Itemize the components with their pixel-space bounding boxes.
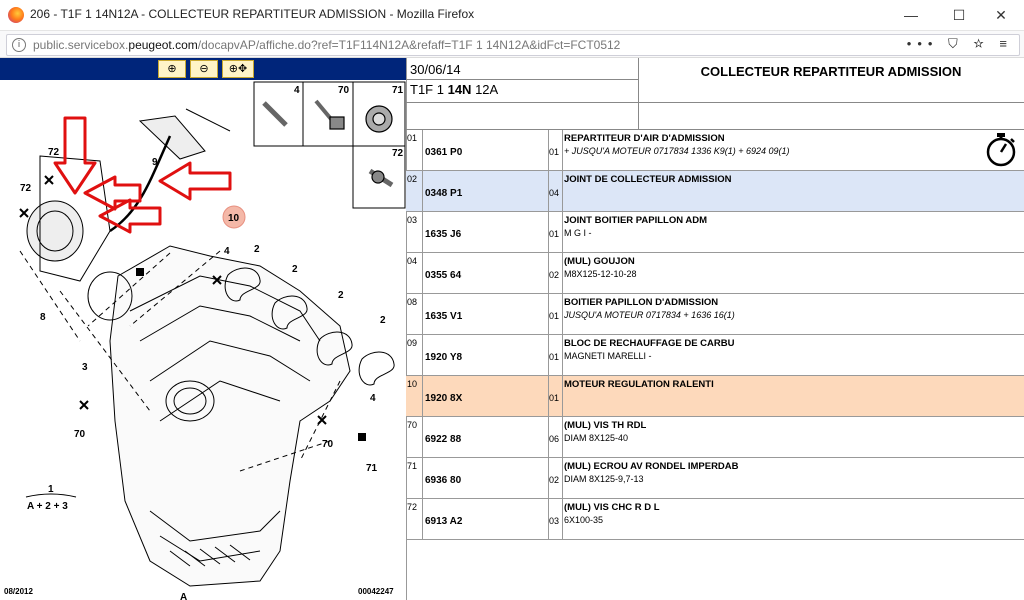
table-row[interactable] bbox=[406, 417, 1024, 458]
callout-70a: 70 bbox=[74, 429, 86, 440]
part-detail: DIAM 8X125-40 bbox=[564, 433, 629, 443]
quantity: 02 bbox=[549, 475, 560, 485]
item-number: 02 bbox=[407, 174, 418, 184]
quantity: 01 bbox=[549, 393, 560, 403]
part-reference[interactable]: 1635 J6 bbox=[425, 229, 462, 240]
part-reference[interactable]: 1920 Y8 bbox=[425, 352, 463, 363]
part-detail: JUSQU'A MOTEUR 0717834 + 1636 16(1) bbox=[564, 310, 735, 320]
quantity: 01 bbox=[549, 352, 560, 362]
url-bar bbox=[0, 31, 1024, 58]
header-spacer bbox=[406, 102, 1024, 130]
table-row[interactable] bbox=[406, 171, 1024, 212]
item-number: 71 bbox=[407, 461, 418, 471]
part-designation: JOINT BOITIER PAPILLON ADM bbox=[564, 215, 708, 226]
part-reference[interactable]: 6922 88 bbox=[425, 434, 462, 445]
part-reference[interactable]: 1920 8X bbox=[425, 393, 463, 404]
thumb-label-4: 4 bbox=[294, 85, 300, 96]
table-row[interactable] bbox=[406, 212, 1024, 253]
part-reference[interactable]: 0348 P1 bbox=[425, 188, 463, 199]
parts-header bbox=[406, 58, 1024, 103]
zoom-toolbar bbox=[0, 58, 406, 80]
part-reference[interactable]: 6913 A2 bbox=[425, 516, 463, 527]
item-number: 72 bbox=[407, 502, 418, 512]
part-reference[interactable]: 0355 64 bbox=[425, 270, 462, 281]
info-icon[interactable]: i bbox=[12, 38, 26, 52]
table-row[interactable] bbox=[406, 499, 1024, 540]
callout-71: 71 bbox=[366, 463, 378, 474]
part-detail: 6X100-35 bbox=[564, 515, 604, 525]
close-button[interactable]: ✕ bbox=[995, 7, 1007, 23]
part-designation: (MUL) ECROU AV RONDEL IMPERDAB bbox=[564, 461, 739, 472]
part-designation: (MUL) GOUJON bbox=[564, 256, 635, 267]
item-number: 01 bbox=[407, 133, 418, 143]
callout-70b: 70 bbox=[322, 439, 334, 450]
red-arrow-3 bbox=[85, 177, 140, 209]
table-row[interactable] bbox=[406, 458, 1024, 499]
exploded-parts-diagram bbox=[0, 81, 406, 600]
item-number: 10 bbox=[407, 379, 418, 389]
callout-10: 10 bbox=[228, 213, 240, 224]
quantity: 01 bbox=[549, 147, 560, 157]
parts-list-pane bbox=[406, 58, 1024, 600]
part-detail: MAGNETI MARELLI - bbox=[564, 351, 652, 361]
part-designation: REPARTITEUR D'AIR D'ADMISSION bbox=[564, 133, 725, 144]
item-number: 70 bbox=[407, 420, 418, 430]
part-designation: BOITIER PAPILLON D'ADMISSION bbox=[564, 297, 719, 308]
callout-72b: 72 bbox=[20, 183, 32, 194]
maximize-button[interactable]: ☐ bbox=[952, 7, 966, 23]
zoom-out-button[interactable]: ⊖ bbox=[190, 60, 218, 78]
quantity: 02 bbox=[549, 270, 560, 280]
formula-top: 1 bbox=[48, 484, 54, 495]
stopwatch-icon[interactable] bbox=[984, 132, 1018, 168]
quantity: 01 bbox=[549, 229, 560, 239]
callout-72a: 72 bbox=[48, 147, 60, 158]
table-row[interactable] bbox=[406, 130, 1024, 171]
callout-4a: 4 bbox=[224, 246, 230, 257]
callout-2b: 2 bbox=[292, 264, 298, 275]
address-field[interactable] bbox=[6, 34, 1020, 56]
table-row[interactable] bbox=[406, 294, 1024, 335]
part-detail: + JUSQU'A MOTEUR 0717834 1336 K9(1) + 6924 09(1) bbox=[564, 146, 790, 156]
diagram-pane bbox=[0, 58, 407, 600]
part-designation: BLOC DE RECHAUFFAGE DE CARBU bbox=[564, 338, 735, 349]
part-detail: DIAM 8X125-9,7-13 bbox=[564, 474, 644, 484]
thumb-label-71: 71 bbox=[392, 85, 404, 96]
window-title: 206 - T1F 1 14N12A - COLLECTEUR REPARTITEUR ADMISSION - Mozilla Firefox bbox=[30, 7, 475, 21]
page-title: COLLECTEUR REPARTITEUR ADMISSION bbox=[700, 64, 962, 79]
part-designation: (MUL) VIS CHC R D L bbox=[564, 502, 660, 513]
red-arrow-2 bbox=[160, 163, 230, 199]
callout-4b: 4 bbox=[370, 393, 376, 404]
thumb-label-72: 72 bbox=[392, 148, 404, 159]
thumb-label-70: 70 bbox=[338, 85, 350, 96]
zoom-pan-button[interactable]: ⊕✥ bbox=[222, 60, 254, 78]
minimize-button[interactable]: — bbox=[904, 7, 918, 23]
diagram-code: 00042247 bbox=[358, 587, 394, 596]
part-reference[interactable]: 0361 P0 bbox=[425, 147, 463, 158]
part-detail: M8X125-12-10-28 bbox=[564, 269, 637, 279]
part-reference[interactable]: 1635 V1 bbox=[425, 311, 463, 322]
callout-9: 9 bbox=[152, 157, 158, 168]
part-designation: (MUL) VIS TH RDL bbox=[564, 420, 647, 431]
callout-A: A bbox=[180, 592, 188, 600]
zoom-in-button[interactable]: ⊕ bbox=[158, 60, 186, 78]
callout-2a: 2 bbox=[254, 244, 260, 255]
item-number: 08 bbox=[407, 297, 418, 307]
quantity: 03 bbox=[549, 516, 560, 526]
callout-2c: 2 bbox=[338, 290, 344, 301]
table-row[interactable] bbox=[406, 376, 1024, 417]
quantity: 01 bbox=[549, 311, 560, 321]
table-row[interactable] bbox=[406, 253, 1024, 294]
callout-3: 3 bbox=[82, 362, 88, 373]
callout-8: 8 bbox=[40, 312, 46, 323]
item-number: 03 bbox=[407, 215, 418, 225]
part-reference[interactable]: 6936 80 bbox=[425, 475, 462, 486]
formula-bottom: A + 2 + 3 bbox=[27, 501, 68, 512]
page-actions-menu-icon[interactable]: ••• ⛉ ☆ ≡ bbox=[906, 36, 1013, 51]
parts-table bbox=[406, 130, 1024, 540]
part-detail: M G I - bbox=[564, 228, 592, 238]
table-row[interactable] bbox=[406, 335, 1024, 376]
red-arrow-1 bbox=[55, 118, 95, 193]
callout-2d: 2 bbox=[380, 315, 386, 326]
header-date: 30/06/14 bbox=[410, 62, 461, 77]
header-model: T1F 1 14N 12A bbox=[410, 82, 499, 97]
item-number: 09 bbox=[407, 338, 418, 348]
item-number: 04 bbox=[407, 256, 418, 266]
part-designation: JOINT DE COLLECTEUR ADMISSION bbox=[564, 174, 732, 185]
quantity: 06 bbox=[549, 434, 560, 444]
url-text[interactable]: public.servicebox.peugeot.com/docapvAP/affiche.do?ref=T1F114N12A&refaff=T1F 1 14N12A&idFct=FCT0512 bbox=[33, 38, 621, 52]
firefox-logo-icon bbox=[8, 7, 24, 23]
diagram-date: 08/2012 bbox=[4, 587, 33, 596]
part-designation: MOTEUR REGULATION RALENTI bbox=[564, 379, 714, 390]
quantity: 04 bbox=[549, 188, 560, 198]
window-titlebar bbox=[0, 0, 1024, 31]
